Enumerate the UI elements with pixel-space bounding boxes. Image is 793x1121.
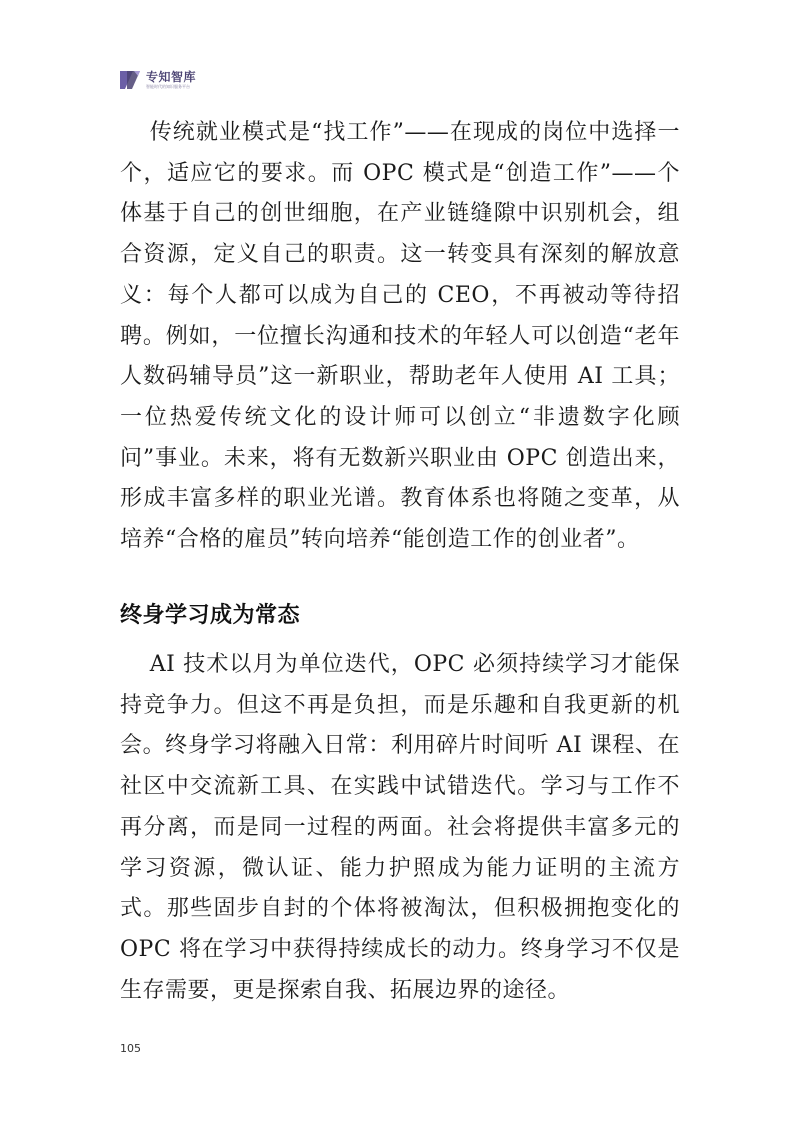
zhuanzhi-logo-icon — [118, 68, 142, 92]
logo-text — [146, 71, 196, 89]
logo-subtitle: 智能时代的知识服务平台 — [146, 84, 190, 89]
page-number: 105 — [120, 1042, 141, 1055]
section-heading: 终身学习成为常态 — [120, 603, 301, 628]
brand-logo — [118, 68, 196, 92]
body-paragraph-career: 传统就业模式是“找工作”——在现成的岗位中选择一个，适应它的要求。而 OPC 模式是“创造工作”——个体基于自己的创世细胞，在产业链缝隙中识别机会，组合资源，定义自己的职责。这一转变具有深刻的解放意义：每个人都可以成为自己的 CEO，不再被动等待招聘。例如，一位擅长沟通和技术的年轻人可以创造“老年人数码辅导员”这一新职业，帮助老年人使用 AI 工具；一位热爱传统文化的设计师可以创立“非遗数字化顾问”事业。未来，将有无数新兴职业由 OPC 创造出来，形成丰富多样的职业光谱。教育体系也将随之变革，从培养“合格的雇员”转向培养“能创造工作的创业者”。 — [120, 120, 680, 553]
body-paragraph-lifelong-learning: AI 技术以月为单位迭代，OPC 必须持续学习才能保持竞争力。但这不再是负担，而是乐趣和自我更新的机会。终身学习将融入日常：利用碎片时间听 AI 课程、在社区中交流新工具、在实践中试错迭代。学习与工作不再分离，而是同一过程的两面。社会将提供丰富多元的学习资源，微认证、能力护照成为能力证明的主流方式。那些固步自封的个体将被淘汰，但积极拥抱变化的 OPC 将在学习中获得持续成长的动力。终身学习不仅是生存需要，更是探索自我、拓展边界的途径。 — [120, 652, 680, 1003]
logo-name: 专知智库 — [146, 70, 197, 84]
